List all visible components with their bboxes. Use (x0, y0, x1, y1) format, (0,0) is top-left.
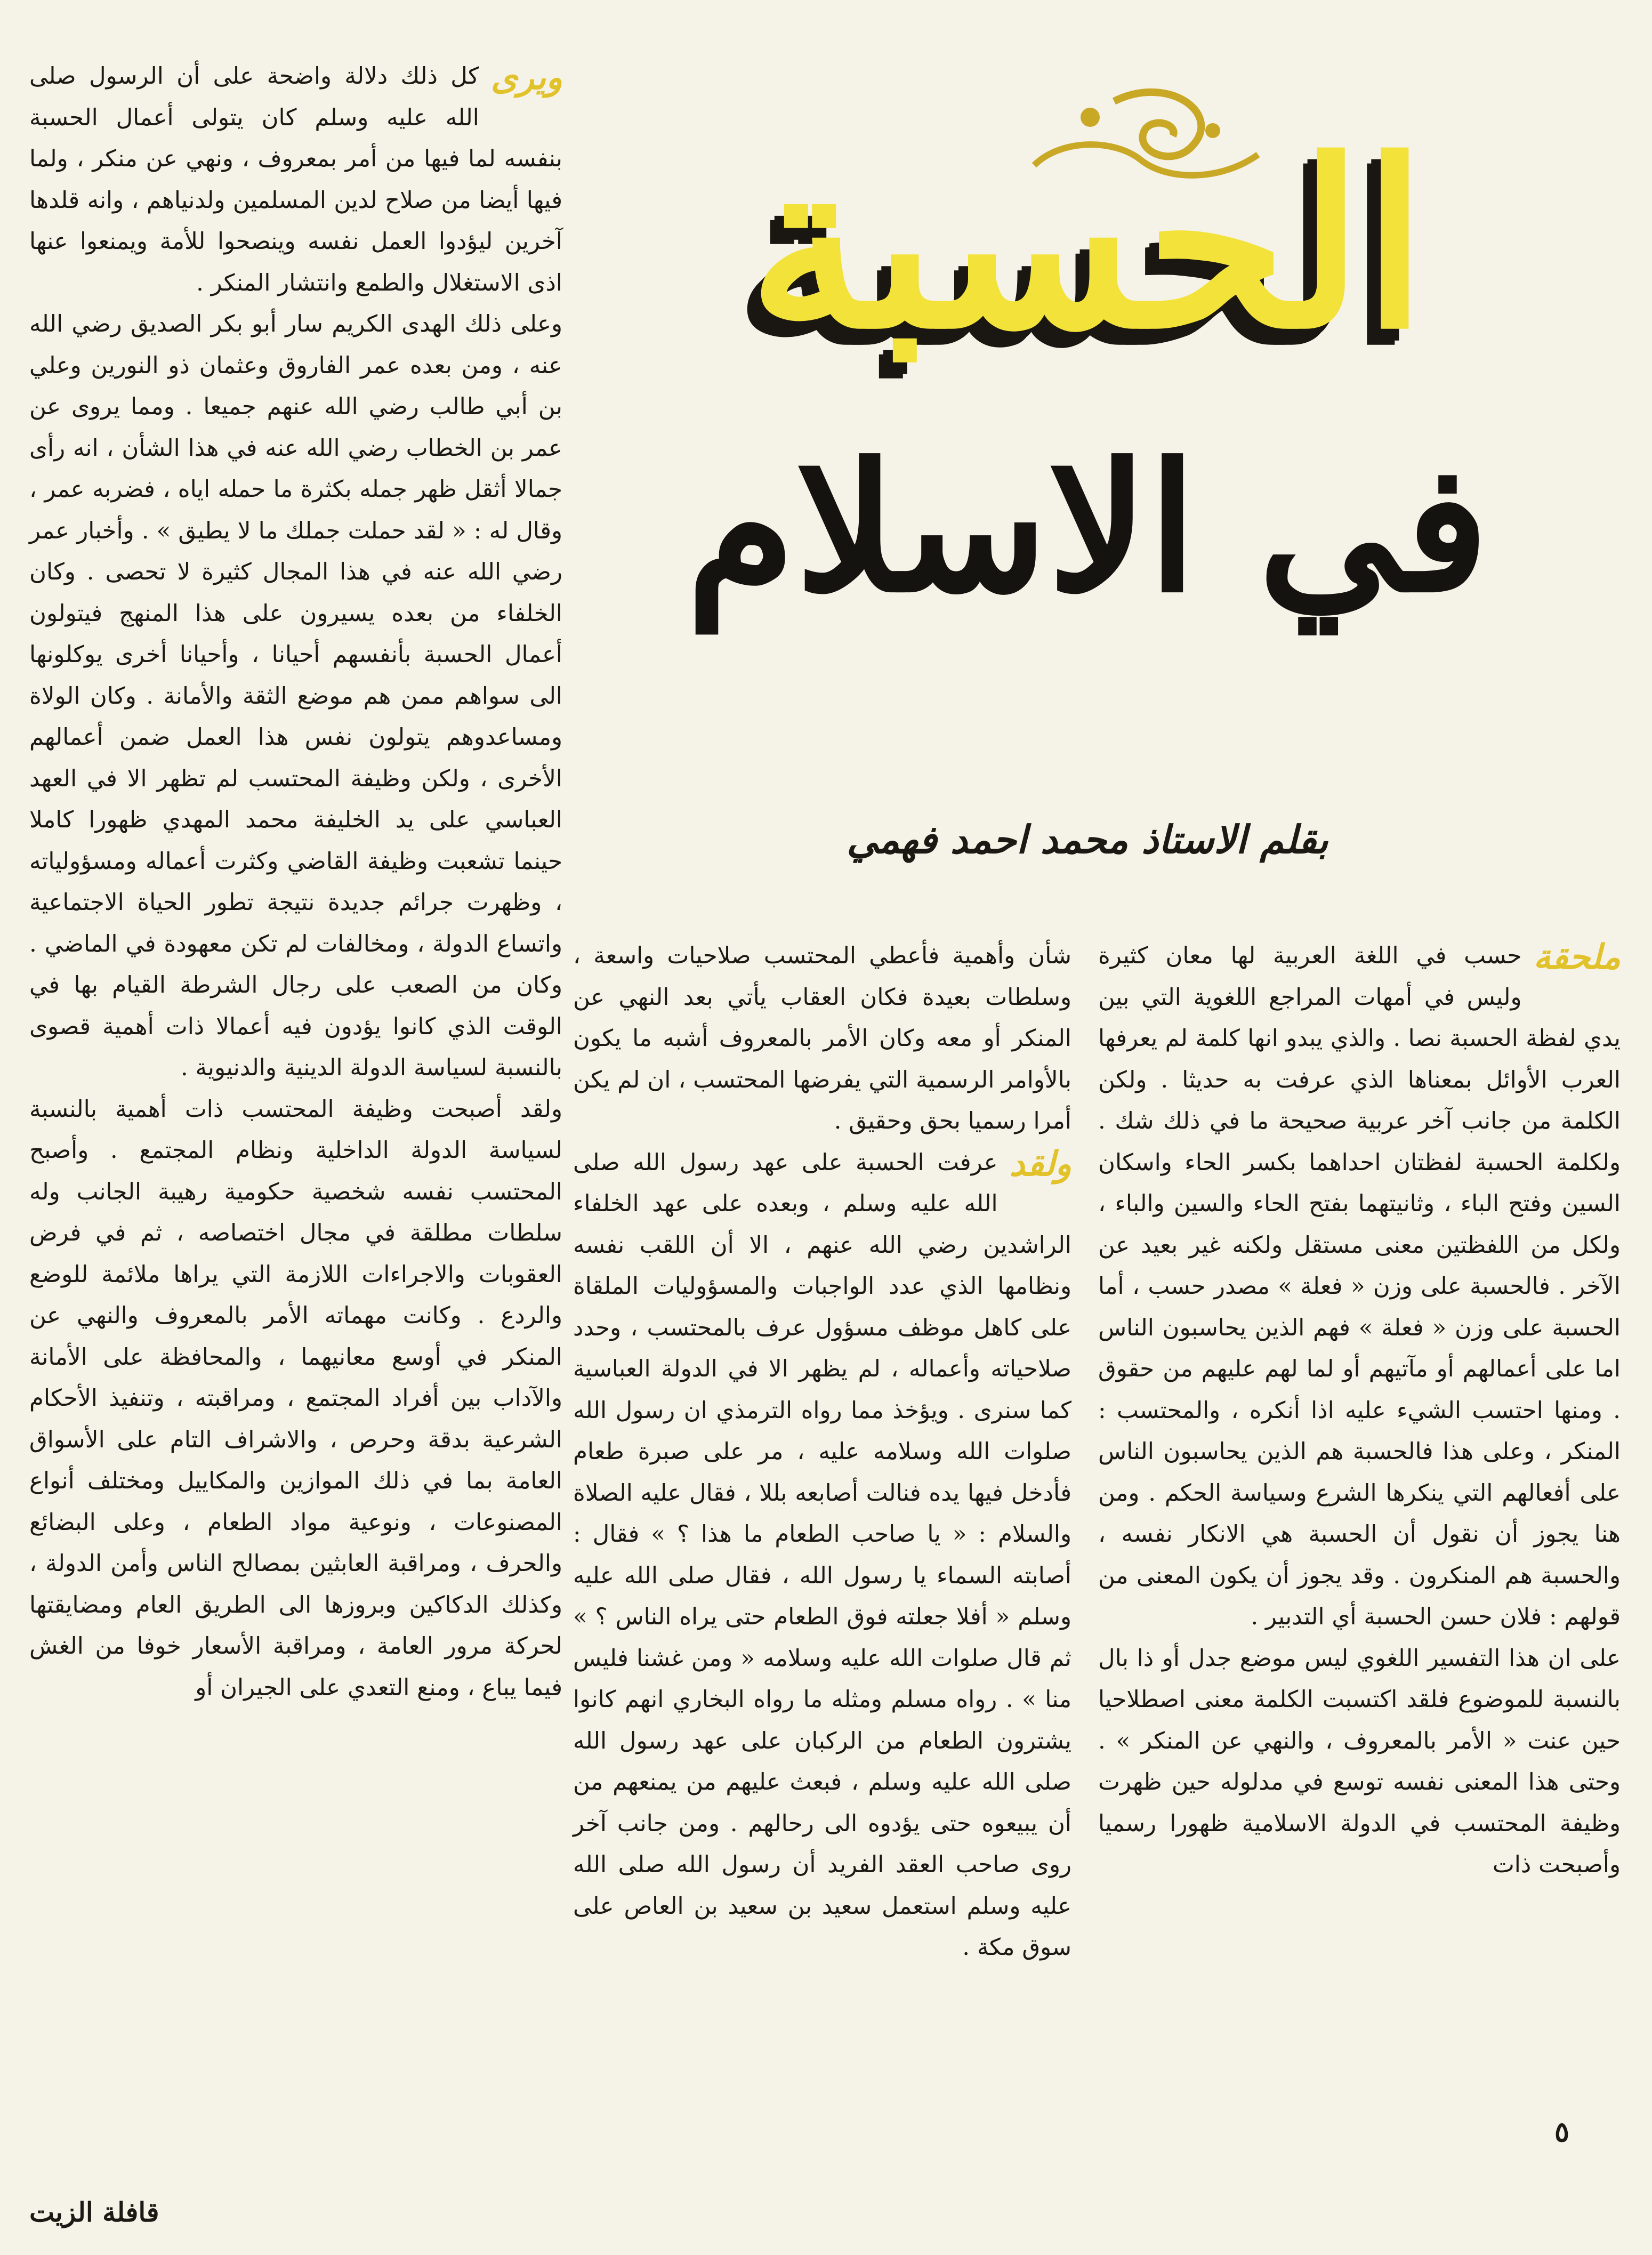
column-lead-word: ملحقة (1533, 937, 1621, 977)
author-byline: بقلم الاستاذ محمد احمد فهمي (847, 817, 1328, 862)
column-left (29, 56, 562, 2188)
paragraph: حسب في اللغة العربية لها معان كثيرة وليس في أمهات المراجع اللغوية التي بين يدي لفظة الحسبة نصا . والذي يبدو انها كلمة لم يعرفها العرب الأوائل بمعناها الذي عرفت به حديثا . ولكن الكلمة من جانب آخر عربية صحيحة ما في ذلك شك . ولكلمة الحسبة لفظتان احداهما بكسر الحاء واسكان السين وفتح الباء ، وثانيتهما بفتح الحاء والسين والباء ، ولكل من اللفظتين معنى مستقل ولكنه غير بعيد عن الآخر . فالحسبة على وزن « فعلة » مصدر حسب ، أما الحسبة على وزن « فعلة » فهم الذين يحاسبون الناس اما على أعمالهم أو مآتيهم أو لما لهم عليهم من حقوق . ومنها احتسب الشيء عليه اذا أنكره ، والمحتسب : المنكر ، وعلى هذا فالحسبة هم الذين يحاسبون الناس على أفعالهم التي ينكرها الشرع وسياسة الحكم . ومن هنا يجوز أن نقول أن الحسبة هي الانكار نفسه ، والحسبة هم المنكرون . وقد يجوز أن يكون المعنى من قولهم : فلان حسن الحسبة أي التدبير . (1098, 943, 1621, 1630)
page-number: ٥ (1554, 2116, 1569, 2148)
article-title (565, 96, 1610, 656)
column-lead-word: ويرى (490, 58, 562, 98)
paragraph: ولقد أصبحت وظيفة المحتسب ذات أهمية بالنسبة لسياسة الدولة الداخلية ونظام المجتمع . وأصبح المحتسب نفسه شخصية حكومية رهيبة الجانب وله سلطات مطلقة في مجال اختصاصه ، ثم في فرض العقوبات والاجراءات اللازمة التي يراها ملائمة للوضع والردع . وكانت مهماته الأمر بالمعروف والنهي عن المنكر في أوسع معانيهما ، والمحافظة على الأمانة والآداب بين أفراد المجتمع ، ومراقبته ، وتنفيذ الأحكام الشرعية بدقة وحرص ، والاشراف التام على الأسواق العامة بما في ذلك الموازين والمكاييل ومختلف أنواع المصنوعات ، ونوعية مواد الطعام ، وعلى البضائع والحرف ، ومراقبة العابثين بمصالح الناس وأمن الدولة ، وكذلك الدكاكين وبروزها الى الطريق العام ومضايقتها لحركة مرور العامة ، ومراقبة الأسعار خوفا من الغش فيما يباع ، ومنع التعدي على الجيران أو (29, 1096, 562, 1701)
paragraph: وعلى ذلك الهدى الكريم سار أبو بكر الصديق رضي الله عنه ، ومن بعده عمر الفاروق وعثمان ذو النورين وعلي بن أبي طالب رضي الله عنهم جميعا . ومما يروى عن عمر بن الخطاب رضي الله عنه في هذا الشأن ، انه رأى جمالا أثقل ظهر جمله بكثرة ما حمله اياه ، فضربه عمر ، وقال له : « لقد حملت جملك ما لا يطيق » . وأخبار عمر رضي الله عنه في هذا المجال كثيرة لا تحصى . وكان الخلفاء من بعده يسيرون على هذا المنهج فيتولون أعمال الحسبة بأنفسهم أحيانا ، وأحيانا أخرى يوكلونها الى سواهم ممن هم موضع الثقة والأمانة . وكان الولاة ومساعدوهم يتولون نفس هذا العمل ضمن أعمالهم الأخرى ، ولكن وظيفة المحتسب لم تظهر الا في العهد العباسي على يد الخليفة محمد المهدي ظهورا كاملا حينما تشعبت وظيفة القاضي وكثرت أعماله ومسؤولياته ، وظهرت جرائم جديدة نتيجة تطور الحياة الاجتماعية واتساع الدولة ، ومخالفات لم تكن معهودة في الماضي . وكان من الصعب على رجال الشرطة القيام بها في الوقت الذي كانوا يؤدون فيه أعمالا ذات أهمية قصوى بالنسبة لسياسة الدولة الدينية والدنيوية . (29, 311, 562, 1081)
title-line-1: الحسبة (748, 110, 1427, 380)
paragraph: عرفت الحسبة على عهد رسول الله صلى الله عليه وسلم ، وبعده على عهد الخلفاء الراشدين رضي الله عنهم ، الا أن اللقب نفسه ونظامها الذي عدد الواجبات والمسؤوليات الملقاة على كاهل موظف مسؤول عرف بالمحتسب ، وحدد صلاحياته وأعماله ، لم يظهر الا في الدولة العباسية كما سنرى . ويؤخذ مما رواه الترمذي ان رسول الله صلوات الله وسلامه عليه ، مر على صبرة طعام فأدخل فيها يده فنالت أصابعه بللا ، فقال عليه الصلاة والسلام : « يا صاحب الطعام ما هذا ؟ » فقال : أصابته السماء يا رسول الله ، فقال صلى الله عليه وسلم « أفلا جعلته فوق الطعام حتى يراه الناس ؟ » ثم قال صلوات الله عليه وسلامه « ومن غشنا فليس منا » . رواه مسلم ومثله ما رواه البخاري انهم كانوا يشترون الطعام من الركبان على عهد رسول الله صلى الله عليه وسلم ، فبعث عليهم من يمنعهم من أن يبيعوه حتى يؤدوه الى رحالهم . ومن جانب آخر روى صاحب العقد الفريد أن رسول الله صلى الله عليه وسلم استعمل سعيد بن سعيد بن العاص على سوق مكة . (573, 1149, 1071, 1961)
magazine-name: قافلة الزيت (29, 2196, 159, 2228)
paragraph: كل ذلك دلالة واضحة على أن الرسول صلى الله عليه وسلم كان يتولى أعمال الحسبة بنفسه لما فيها من أمر بمعروف ، ونهي عن منكر ، ولما فيها أيضا من صلاح لدين المسلمين ولدنياهم ، وانه قلدها آخرين ليؤدوا العمل نفسه وينصحوا للأمة ويمنعوا عنها اذى الاستغلال والطمع وانتشار المنكر . (29, 63, 562, 296)
column-middle (573, 936, 1071, 2162)
column-lead-word: ولقد (1009, 1143, 1071, 1184)
paragraph: على ان هذا التفسير اللغوي ليس موضع جدل أو ذا بال بالنسبة للموضوع فلقد اكتسبت الكلمة معنى اصطلاحيا حين عنت « الأمر بالمعروف ، والنهي عن المنكر » . وحتى هذا المعنى نفسه توسع في مدلوله حين ظهرت وظيفة المحتسب في الدولة الاسلامية ظهورا رسميا وأصبحت ذات (1098, 1645, 1621, 1878)
column-right (1098, 936, 1621, 2162)
paragraph: شأن وأهمية فأعطي المحتسب صلاحيات واسعة ، وسلطات بعيدة فكان العقاب يأتي بعد النهي عن المنكر أو معه وكان الأمر بالمعروف أشبه ما يكون بالأوامر الرسمية التي يفرضها المحتسب ، ان لم يكن أمرا رسميا بحق وحقيق . (573, 943, 1071, 1134)
title-line-2: في الاسلام (686, 424, 1489, 631)
